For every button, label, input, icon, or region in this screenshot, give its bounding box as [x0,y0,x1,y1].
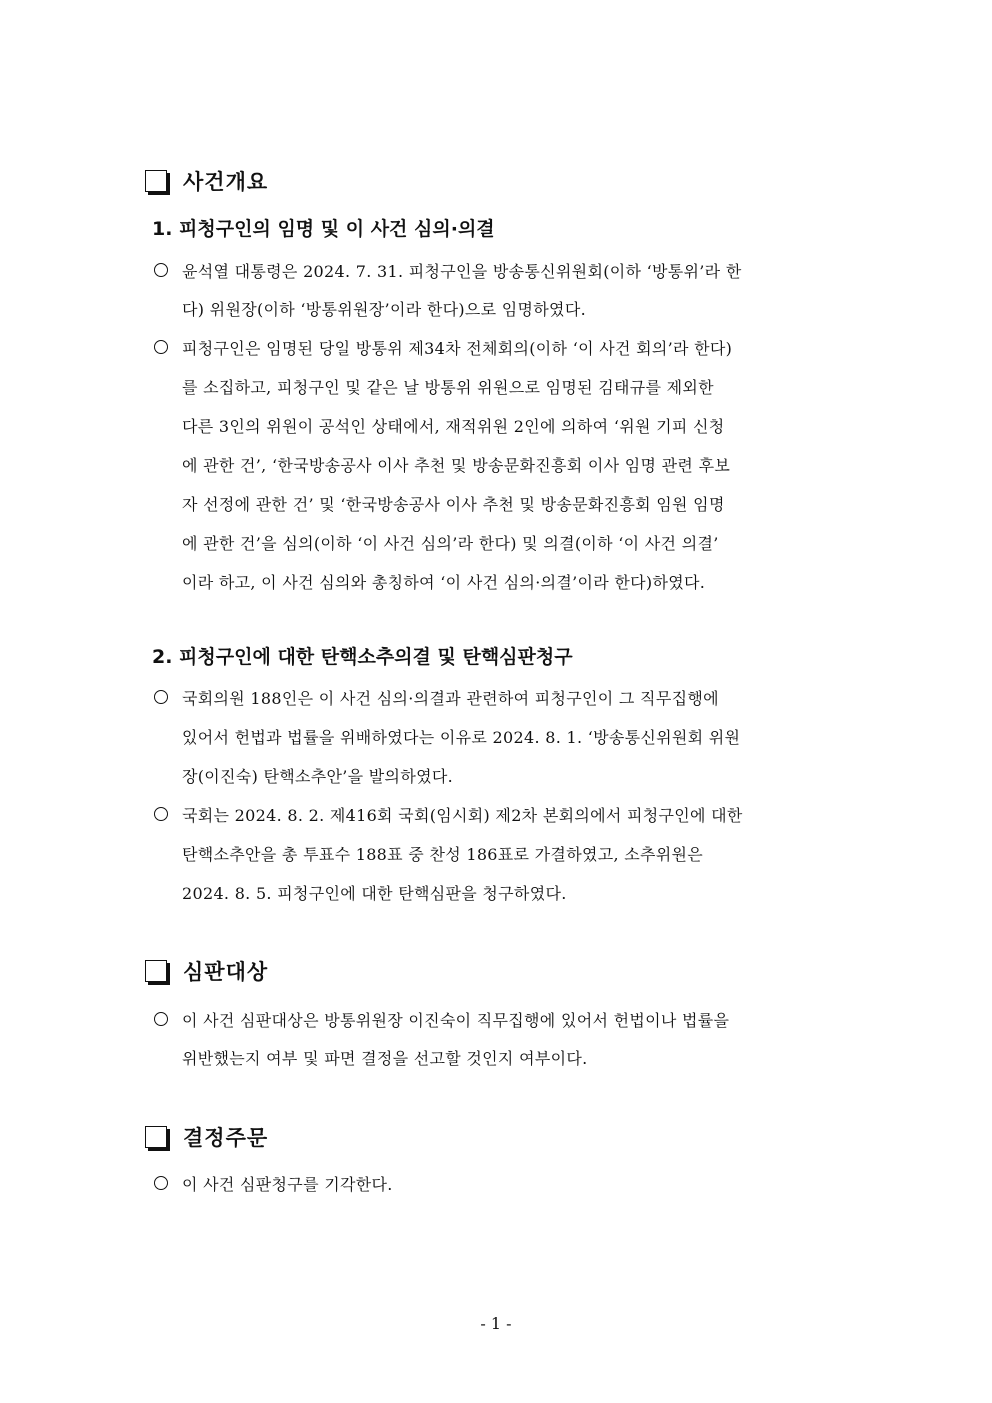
section-title: 결정주문 [183,1126,269,1150]
paragraph-line: 피청구인은 임명된 당일 방통위 제34차 전체회의(이하 ‘이 사건 회의’라 한다) [182,339,733,358]
paragraph-line: 장(이진숙) 탄핵소추안’을 발의하였다. [182,767,453,786]
paragraph-line: 국회는 2024. 8. 2. 제416회 국회(임시회) 제2차 본회의에서 피청구인에 대한 [182,806,743,825]
section-heading-overview [145,164,268,198]
section-heading-decision [145,1120,268,1154]
subsection-heading-1: 1. 피청구인의 임명 및 이 사건 심의·의결 [152,218,495,240]
paragraph-line: 다) 위원장(이하 ‘방통위원장’이라 한다)으로 임명하였다. [182,300,586,319]
paragraph-line: 에 관한 건’, ‘한국방송공사 이사 추천 및 방송문화진흥회 이사 임명 관련 후보 [182,456,731,475]
paragraph-line: 자 선정에 관한 건’ 및 ‘한국방송공사 이사 추천 및 방송문화진흥회 임원 임명 [182,495,725,514]
paragraph-line: 2024. 8. 5. 피청구인에 대한 탄핵심판을 청구하였다. [182,884,567,903]
paragraph-line: 이 사건 심판대상은 방통위원장 이진숙이 직무집행에 있어서 헌법이나 법률을 [182,1011,730,1030]
page-number: - 1 - [480,1314,512,1333]
paragraph-line: 이라 하고, 이 사건 심의와 총칭하여 ‘이 사건 심의·의결’이라 한다)하였다. [182,573,706,592]
paragraph-line: 를 소집하고, 피청구인 및 같은 날 방통위 위원으로 임명된 김태규를 제외한 [182,378,714,397]
section-heading-subject [145,954,268,988]
paragraph-line: 다른 3인의 위원이 공석인 상태에서, 재적위원 2인에 의하여 ‘위원 기피 신청 [182,417,725,436]
checkbox-square-icon [145,1126,167,1148]
paragraph-line: 에 관한 건’을 심의(이하 ‘이 사건 심의’라 한다) 및 의결(이하 ‘이 사건 의결’ [182,534,719,553]
circle-bullet-icon [154,1176,168,1190]
section-title: 심판대상 [183,960,269,984]
paragraph-line: 탄핵소추안을 총 투표수 188표 중 찬성 186표로 가결하였고, 소추위원은 [182,845,704,864]
paragraph-line: 윤석열 대통령은 2024. 7. 31. 피청구인을 방송통신위원회(이하 ‘방통위’라 한 [182,262,742,281]
checkbox-square-icon [145,960,167,982]
circle-bullet-icon [154,340,168,354]
section-title: 사건개요 [183,170,269,194]
circle-bullet-icon [154,1012,168,1026]
circle-bullet-icon [154,807,168,821]
paragraph-line: 있어서 헌법과 법률을 위배하였다는 이유로 2024. 8. 1. ‘방송통신위원회 위원 [182,728,741,747]
paragraph-line: 위반했는지 여부 및 파면 결정을 선고할 것인지 여부이다. [182,1049,588,1068]
circle-bullet-icon [154,263,168,277]
checkbox-square-icon [145,170,167,192]
paragraph-line: 이 사건 심판청구를 기각한다. [182,1175,393,1194]
subsection-heading-2: 2. 피청구인에 대한 탄핵소추의결 및 탄핵심판청구 [152,646,573,668]
circle-bullet-icon [154,690,168,704]
paragraph-line: 국회의원 188인은 이 사건 심의·의결과 관련하여 피청구인이 그 직무집행에 [182,689,719,708]
